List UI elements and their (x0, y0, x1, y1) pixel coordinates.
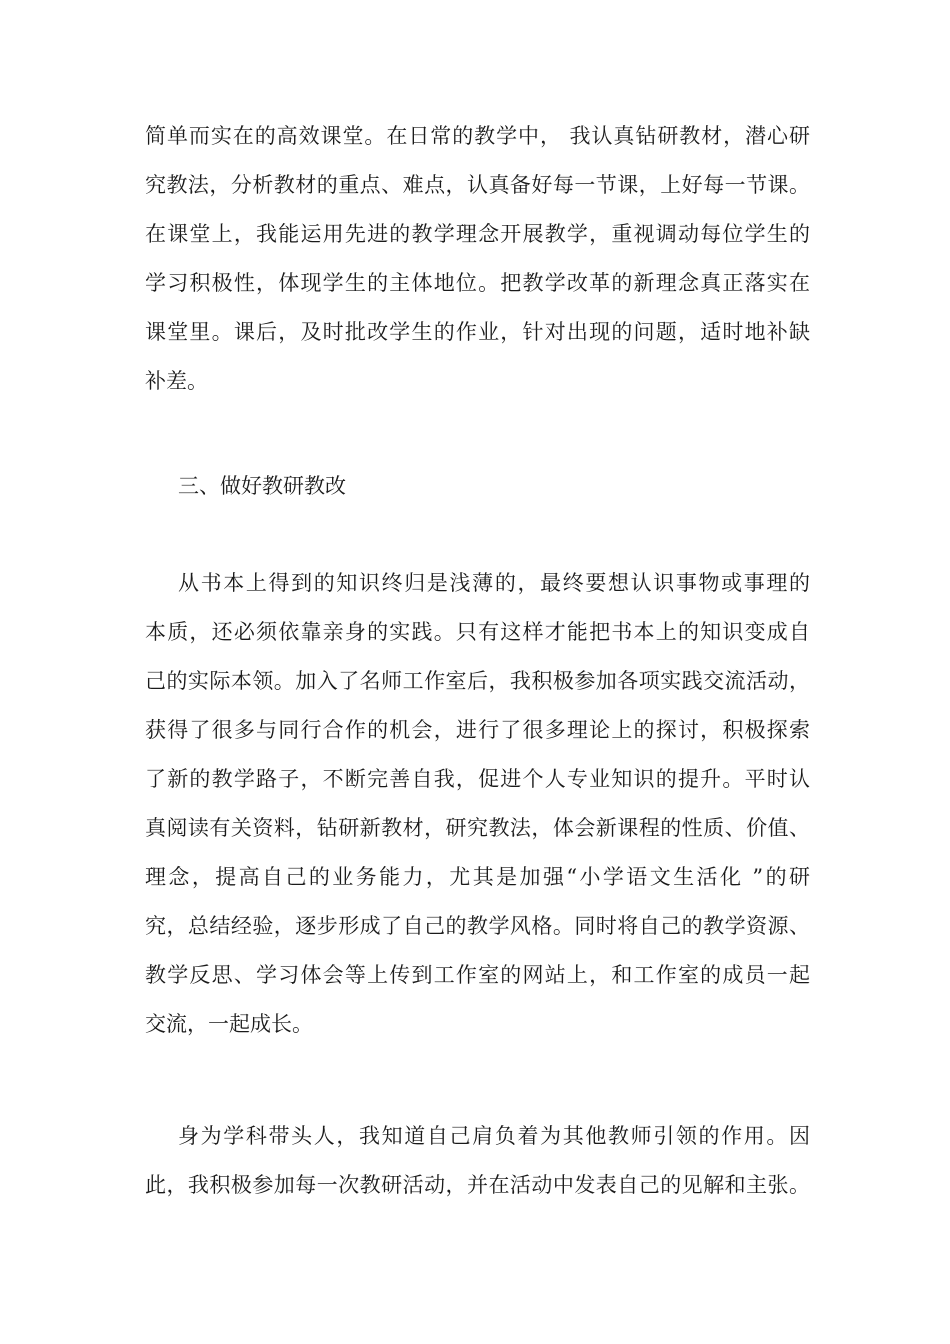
paragraph-line: 获得了很多与同行合作的机会，进行了很多理论上的探讨，积极探索 (145, 718, 810, 742)
paragraph-line: 究，总结经验，逐步形成了自己的教学风格。同时将自己的教学资源、 (145, 914, 810, 938)
paragraph-line: 补差。 (145, 369, 208, 393)
paragraph-line: 从书本上得到的知识终归是浅薄的，最终要想认识事物或事理的 (178, 571, 810, 595)
paragraph-line: 在课堂上，我能运用先进的教学理念开展教学，重视调动每位学生的 (145, 222, 810, 246)
paragraph-line: 此，我积极参加每一次教研活动，并在活动中发表自己的见解和主张。 (145, 1173, 810, 1197)
paragraph-line: 教学反思、学习体会等上传到工作室的网站上，和工作室的成员一起 (145, 963, 810, 987)
paragraph-line: 真阅读有关资料，钻研新教材，研究教法，体会新课程的性质、价值、 (145, 816, 810, 840)
paragraph-line: 己的实际本领。加入了名师工作室后，我积极参加各项实践交流活动， (145, 669, 810, 693)
paragraph-subject-leader (145, 1112, 810, 1210)
paragraph-research-reform (145, 559, 810, 1049)
paragraph-line: 交流，一起成长。 (145, 1012, 313, 1036)
paragraph-classroom-teaching (145, 112, 810, 406)
paragraph-line: 身为学科带头人，我知道自己肩负着为其他教师引领的作用。因 (178, 1124, 810, 1148)
paragraph-line: 学习积极性，体现学生的主体地位。把教学改革的新理念真正落实在 (145, 271, 810, 295)
paragraph-line: 本质，还必须依靠亲身的实践。只有这样才能把书本上的知识变成自 (145, 620, 810, 644)
section-heading: 三、做好教研教改 (178, 474, 346, 498)
paragraph-line: 课堂里。课后，及时批改学生的作业，针对出现的问题，适时地补缺 (145, 320, 810, 344)
paragraph-line: 理念，提高自己的业务能力，尤其是加强“小学语文生活化 ”的研 (145, 865, 810, 889)
paragraph-line: 了新的教学路子，不断完善自我，促进个人专业知识的提升。平时认 (145, 767, 810, 791)
paragraph-line: 究教法，分析教材的重点、难点，认真备好每一节课，上好每一节课。 (145, 173, 810, 197)
paragraph-line: 简单而实在的高效课堂。在日常的教学中， 我认真钻研教材，潜心研 (145, 124, 810, 148)
